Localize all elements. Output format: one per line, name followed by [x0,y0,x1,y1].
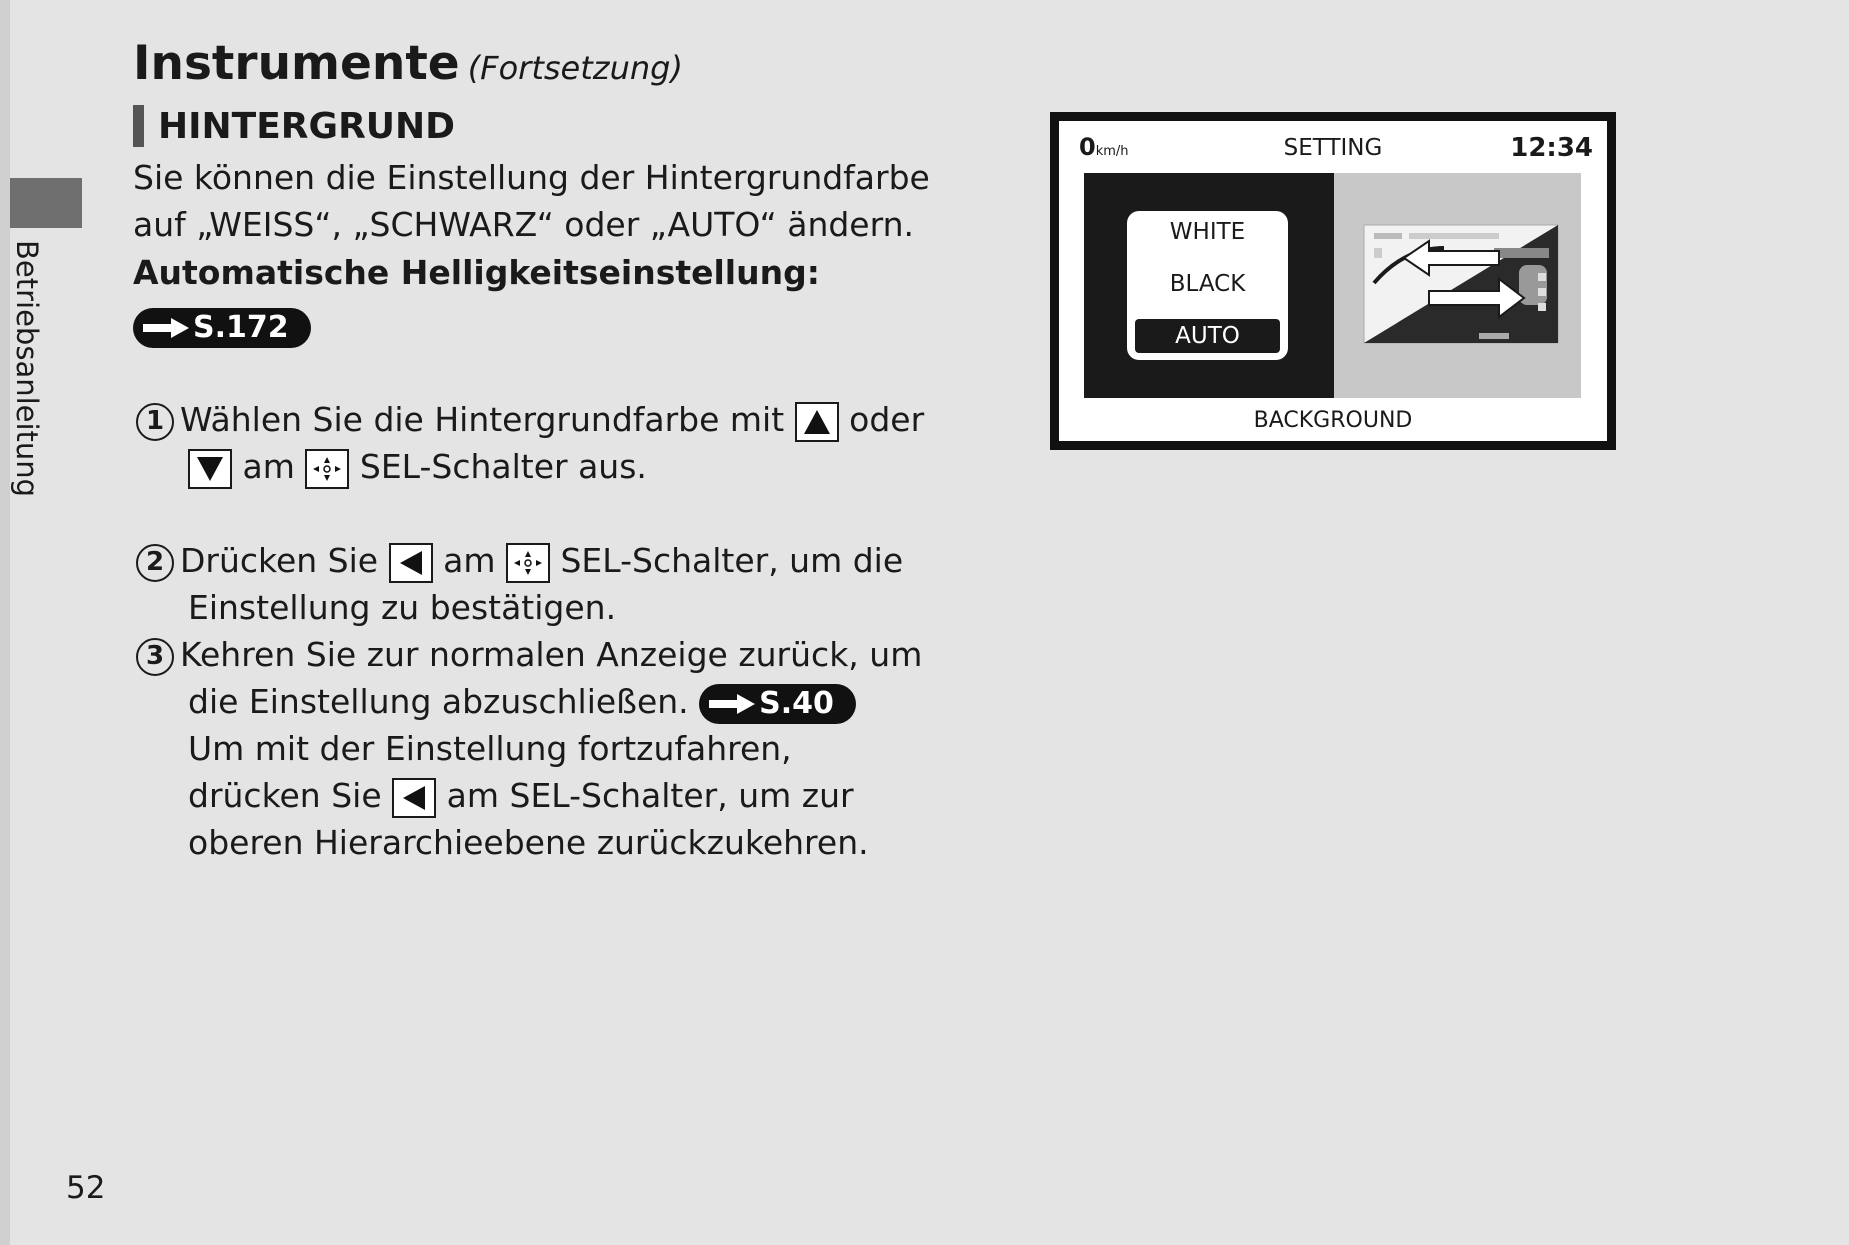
step-2-line-2: Einstellung zu bestätigen. [188,588,617,627]
down-triangle-icon [188,449,232,489]
auto-brightness-heading: Automatische Helligkeitseinstellung: [133,253,820,292]
menu-option-auto[interactable]: AUTO [1135,319,1280,353]
display-title: SETTING [1283,135,1383,161]
step-number: 1 [136,403,174,441]
step-text: oder [849,400,925,439]
arrow-right-icon [707,692,757,716]
step-text: am [443,541,496,580]
step-text: am [242,447,295,486]
title-main: Instrumente [133,36,460,91]
left-triangle-icon [389,543,433,583]
auto-ref-row [133,302,311,349]
step-text: Wählen Sie die Hintergrundfarbe mit [180,400,785,439]
speed-value: 0 [1079,133,1096,161]
display-screen [1059,121,1607,441]
page-ref-s40[interactable] [699,684,856,724]
step-3-line-5: oberen Hierarchieebene zurückzukehren. [188,823,869,862]
step-3-line-3: Um mit der Einstellung fortzufahren, [188,729,792,768]
speed-unit: km/h [1095,144,1129,159]
step-3-line-4 [188,772,854,819]
arrow-right-icon [141,316,191,340]
page-number: 52 [66,1170,106,1206]
page-title [133,36,683,91]
page-ref-label: S.172 [193,310,289,345]
intro-line-1: Sie können die Einstellung der Hintergrundfarbe [133,158,930,197]
step-text: Drücken Sie [180,541,379,580]
menu-option-black[interactable]: BLACK [1169,271,1246,297]
menu-panel [1084,173,1334,398]
step-text: Kehren Sie zur normalen Anzeige zurück, um [180,635,923,674]
section-heading-text: HINTERGRUND [158,105,456,147]
step-1-line-1 [136,396,924,443]
section-heading [133,105,455,147]
title-subtitle: (Fortsetzung) [467,49,683,87]
up-triangle-icon [795,402,839,442]
step-number: 2 [136,544,174,582]
section-bar [133,105,144,147]
menu-option-white[interactable]: WHITE [1169,219,1246,245]
display-status-bar [1059,121,1607,167]
sidebar-label: Betriebsanleitung [10,240,44,498]
page-edge [0,0,10,1245]
left-triangle-icon [392,778,436,818]
sel-switch-icon [506,543,550,583]
page-ref-s172[interactable] [133,308,311,348]
step-text: die Einstellung abzuschließen. [188,682,689,721]
step-text: drücken Sie [188,776,382,815]
intro-line-2: auf „WEISS“, „SCHWARZ“ oder „AUTO“ ändern. [133,205,914,244]
step-number: 3 [136,638,174,676]
display-clock: 12:34 [1510,133,1593,163]
step-2-line-1 [136,537,903,584]
step-text: SEL-Schalter, um die [560,541,904,580]
step-text: am SEL-Schalter, um zur [446,776,854,815]
preview-illustration [1334,173,1581,398]
page-ref-label: S.40 [759,686,834,721]
display-footer: BACKGROUND [1253,408,1413,433]
step-1-line-2 [188,443,647,490]
step-text: SEL-Schalter aus. [359,447,647,486]
step-3-line-2 [188,678,856,725]
instrument-display [1050,112,1616,450]
background-preview [1334,173,1581,398]
step-3-line-1 [136,631,922,678]
chapter-tab [10,178,82,228]
background-menu [1127,211,1288,360]
sel-switch-icon [305,449,349,489]
